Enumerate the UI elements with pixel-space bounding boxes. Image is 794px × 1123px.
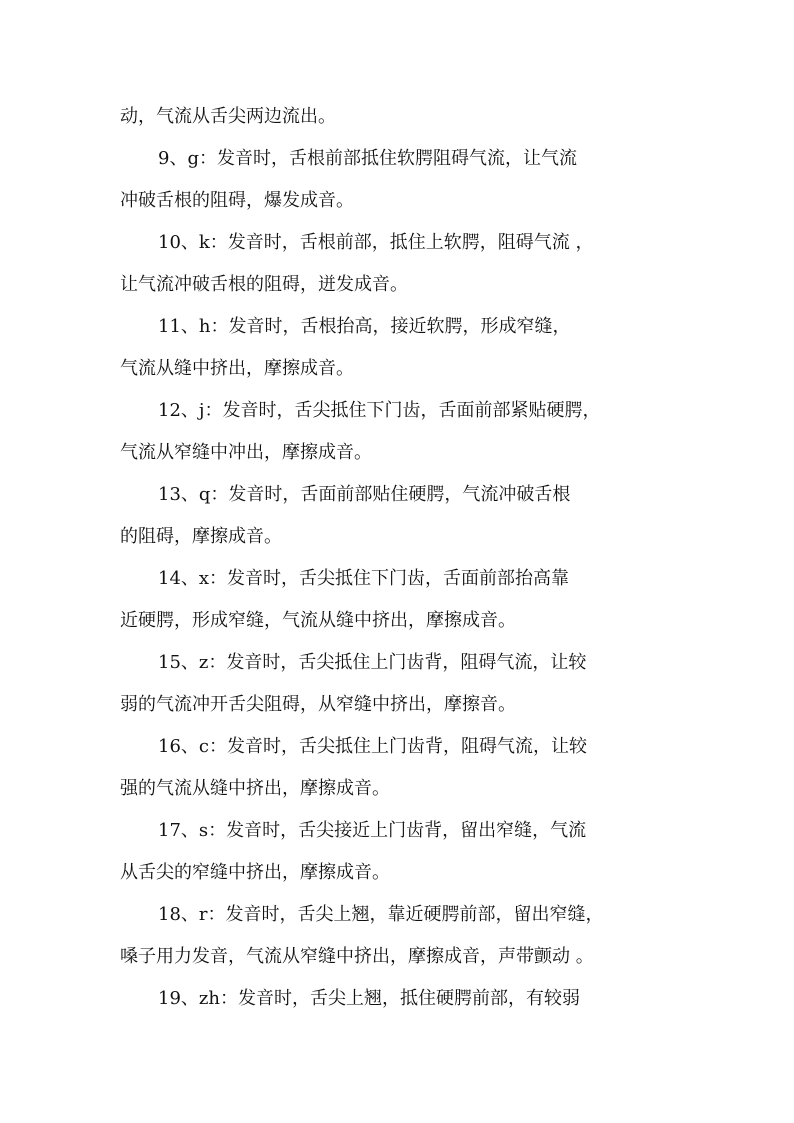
text-line: 14、x：发音时，舌尖抵住下门齿，舌面前部抬高靠 <box>158 568 570 589</box>
text-line: 9、g：发音时，舌根前部抵住软腭阻碍气流，让气流 <box>158 148 577 169</box>
text-line: 近硬腭，形成窄缝，气流从缝中挤出，摩擦成音。 <box>120 610 516 631</box>
text-line: 弱的气流冲开舌尖阻碍，从窄缝中挤出，摩擦音。 <box>120 694 516 715</box>
text-line: 11、h：发音时，舌根抬高，接近软腭，形成窄缝， <box>158 316 571 337</box>
text-line: 冲破舌根的阻碍，爆发成音。 <box>120 190 354 211</box>
text-line: 气流从窄缝中冲出，摩擦成音。 <box>120 442 372 463</box>
text-line: 嗓子用力发音，气流从窄缝中挤出，摩擦成音，声带颤动 。 <box>120 946 594 967</box>
text-line: 10、k：发音时，舌根前部，抵住上软腭，阻碍气流 ， <box>158 232 594 253</box>
text-line: 强的气流从缝中挤出，摩擦成音。 <box>120 778 390 799</box>
text-line: 19、zh：发音时，舌尖上翘，抵住硬腭前部，有较弱 <box>158 988 580 1009</box>
text-line: 18、r：发音时，舌尖上翘，靠近硬腭前部，留出窄缝， <box>158 904 604 925</box>
text-line: 17、s：发音时，舌尖接近上门齿背，留出窄缝，气流 <box>158 820 587 841</box>
text-line: 的阻碍，摩擦成音。 <box>120 526 282 547</box>
text-line: 动，气流从舌尖两边流出。 <box>120 106 336 127</box>
text-line: 气流从缝中挤出，摩擦成音。 <box>120 358 354 379</box>
text-line: 15、z：发音时，舌尖抵住上门齿背，阻碍气流，让较 <box>158 652 587 673</box>
text-line: 13、q：发音时，舌面前部贴住硬腭，气流冲破舌根 <box>158 484 571 505</box>
text-line: 16、c：发音时，舌尖抵住上门齿背，阻碍气流，让较 <box>158 736 587 757</box>
text-line: 12、j：发音时，舌尖抵住下门齿，舌面前部紧贴硬腭， <box>158 400 601 421</box>
text-line: 让气流冲破舌根的阻碍，迸发成音。 <box>120 274 408 295</box>
text-line: 从舌尖的窄缝中挤出，摩擦成音。 <box>120 862 390 883</box>
